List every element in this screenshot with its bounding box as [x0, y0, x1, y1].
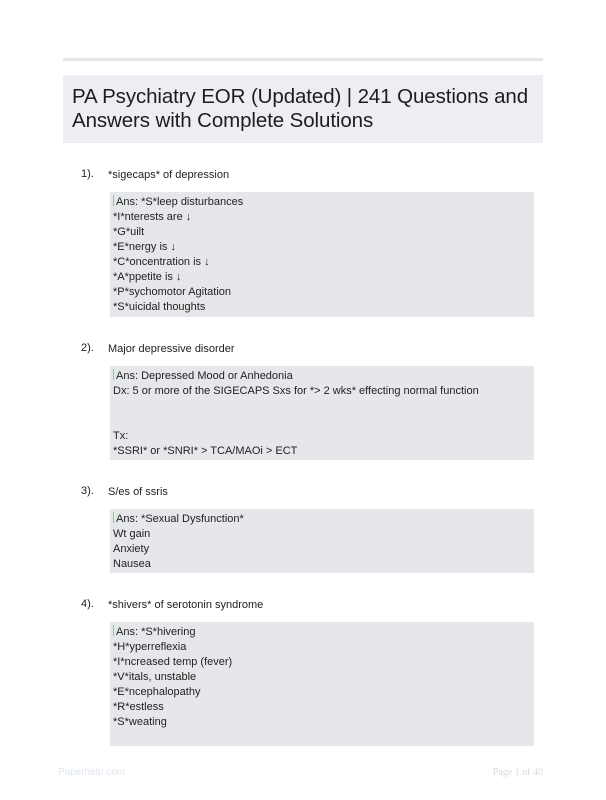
answer-line: *C*oncentration is ↓ [113, 256, 210, 268]
cursor-marker [113, 369, 114, 380]
answer-line: Ans: Depressed Mood or Anhedonia [113, 369, 534, 384]
answer-line: *R*estless [113, 701, 164, 713]
cursor-marker [113, 625, 114, 636]
answer-line: Wt gain [113, 528, 151, 540]
answer-box [110, 622, 534, 746]
answer-line: *P*sychomotor Agitation [113, 286, 232, 298]
answer-line: *I*ncreased temp (fever) [113, 656, 233, 668]
answer-line: *V*itals, unstable [113, 671, 197, 683]
answer-line: Ans: *Sexual Dysfunction* [113, 512, 534, 527]
answer-line: *SSRI* or *SNRI* > TCA/MAOi > ECT [113, 445, 298, 457]
answer-line: Ans: *S*leep disturbances [113, 195, 534, 210]
question-number: 3). [81, 485, 94, 497]
answer-line: *I*nterests are ↓ [113, 211, 192, 223]
watermark-text: Paperhelp.com [58, 767, 126, 778]
question-number: 4). [81, 598, 94, 610]
answer-line: Nausea [113, 558, 151, 570]
cursor-marker [113, 512, 114, 523]
question-number: 1). [81, 168, 94, 180]
question-text: *sigecaps* of depression [108, 169, 230, 181]
answer-line: *H*yperreflexia [113, 641, 187, 653]
answer-line: *S*uicidal thoughts [113, 301, 206, 313]
document-title: PA Psychiatry EOR (Updated) | 241 Questions and Answers with Complete Solutions [72, 85, 529, 132]
answer-line: Tx: [113, 430, 129, 442]
cursor-marker [113, 195, 114, 206]
question-text: *shivers* of serotonin syndrome [108, 599, 264, 611]
answer-line: *G*uilt [113, 226, 145, 238]
answer-box [110, 509, 534, 573]
answer-line: Dx: 5 or more of the SIGECAPS Sxs for *> 2 wks* effecting normal function [113, 385, 479, 397]
question-number: 2). [81, 342, 94, 354]
answer-line: *A*ppetite is ↓ [113, 271, 182, 283]
answer-line: Anxiety [113, 543, 150, 555]
question-text: Major depressive disorder [108, 343, 235, 355]
page-indicator: Page 1 of 40 [492, 767, 543, 778]
answer-box [110, 192, 534, 317]
top-divider [63, 58, 543, 61]
answer-line: *E*nergy is ↓ [113, 241, 176, 253]
question-text: S/es of ssris [108, 486, 168, 498]
answer-line [113, 414, 534, 429]
title-banner [63, 75, 543, 143]
answer-line [113, 399, 534, 414]
answer-line: *E*ncephalopathy [113, 686, 201, 698]
answer-line: *S*weating [113, 716, 167, 728]
answer-box [110, 366, 534, 460]
answer-line: Ans: *S*hivering [113, 625, 534, 640]
